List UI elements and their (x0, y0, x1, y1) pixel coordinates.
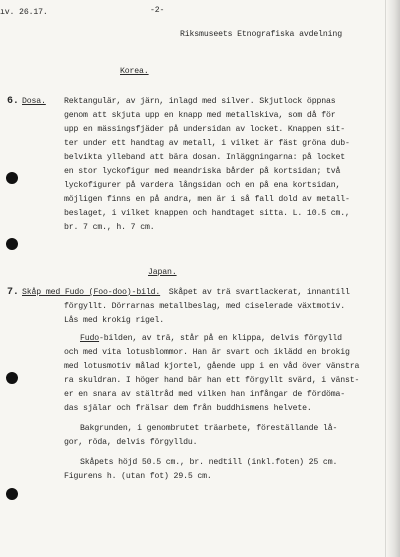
body-line: Skåpet av trä svartlackerat, innantill (164, 288, 350, 297)
body-line: er en snara av stältråd med vilken han infångar de fördöma- (64, 390, 346, 399)
punch-hole-icon (6, 372, 18, 384)
body-line: med lotusmotiv målad kjortel, gående upp i en våd över vänstra (64, 362, 360, 371)
body-line: Rektangulär, av järn, inlagd med silver. Skjutlock öppnas (64, 97, 336, 106)
body-line: Lås med krokig rigel. (64, 316, 165, 325)
body-line: ter under ett handtag av metall, i vilket är fäst gröna dub- (64, 139, 350, 148)
body-line: förgyllt. Dörrarnas metallbeslag, med ciselerade växtmotiv. (64, 302, 346, 311)
body-line: Bakgrunden, i genombrutet träarbete, föreställande lå- (80, 424, 338, 433)
body-line: möjligen finns en på andra, men är i så fall dold av metall- (64, 195, 350, 204)
page-number: -2- (150, 6, 165, 15)
punch-hole-icon (6, 172, 18, 184)
body-line: upp en mässingsfjäder på undersidan av locket. Knappen sit- (64, 125, 346, 134)
body-line: och med vita lotusblommor. Han är svart och iklädd en brokig (64, 348, 350, 357)
para-label: Fudo (80, 334, 100, 343)
item-label: Dosa. (22, 97, 46, 106)
body-line: Figurens h. (utan fot) 29.5 cm. (64, 472, 212, 481)
section-heading-japan: Japan. (148, 268, 177, 277)
body-line: lyckofigurer på vardera långsidan och en på ena kortsidan, (64, 181, 341, 190)
body-line: beslaget, i vilket knappen och handtaget sitta. L. 10.5 cm., (64, 209, 350, 218)
body-line: das själar och frälsar dem från buddhismens helvete. (64, 404, 312, 413)
body-line: ra skuldran. I höger hand bär han ett förgyllt svärd, i vänst- (64, 376, 360, 385)
body-line: genom att skjuta upp en knapp med metallskiva, som då för (64, 111, 336, 120)
institution-title: Riksmuseets Etnografiska avdelning (180, 30, 342, 39)
item-number: 7. (7, 287, 19, 298)
body-line: -bilden, av trä, står på en klippa, delvis förgylld (99, 334, 342, 343)
punch-hole-icon (6, 488, 18, 500)
item-number: 6. (7, 96, 19, 107)
body-line: Skåpets höjd 50.5 cm., br. nedtill (inkl.foten) 25 cm. (80, 458, 338, 467)
body-line: gor, röda, delvis förgylldu. (64, 438, 198, 447)
header-date: ıv. 26.17. (0, 8, 48, 17)
paper-edge-shadow (386, 0, 400, 557)
body-line: br. 7 cm., h. 7 cm. (64, 223, 155, 232)
section-heading-korea: Korea. (120, 67, 149, 76)
body-line: belvikta ylleband att bära dosan. Inläggningarna: på locket (64, 153, 346, 162)
body-line: en stor lyckofigur med meandriska bårder på kortsidan; två (64, 167, 341, 176)
punch-hole-icon (6, 238, 18, 250)
item-label: Skåp med Fudo (Foo-doo)-bild. (22, 288, 161, 297)
